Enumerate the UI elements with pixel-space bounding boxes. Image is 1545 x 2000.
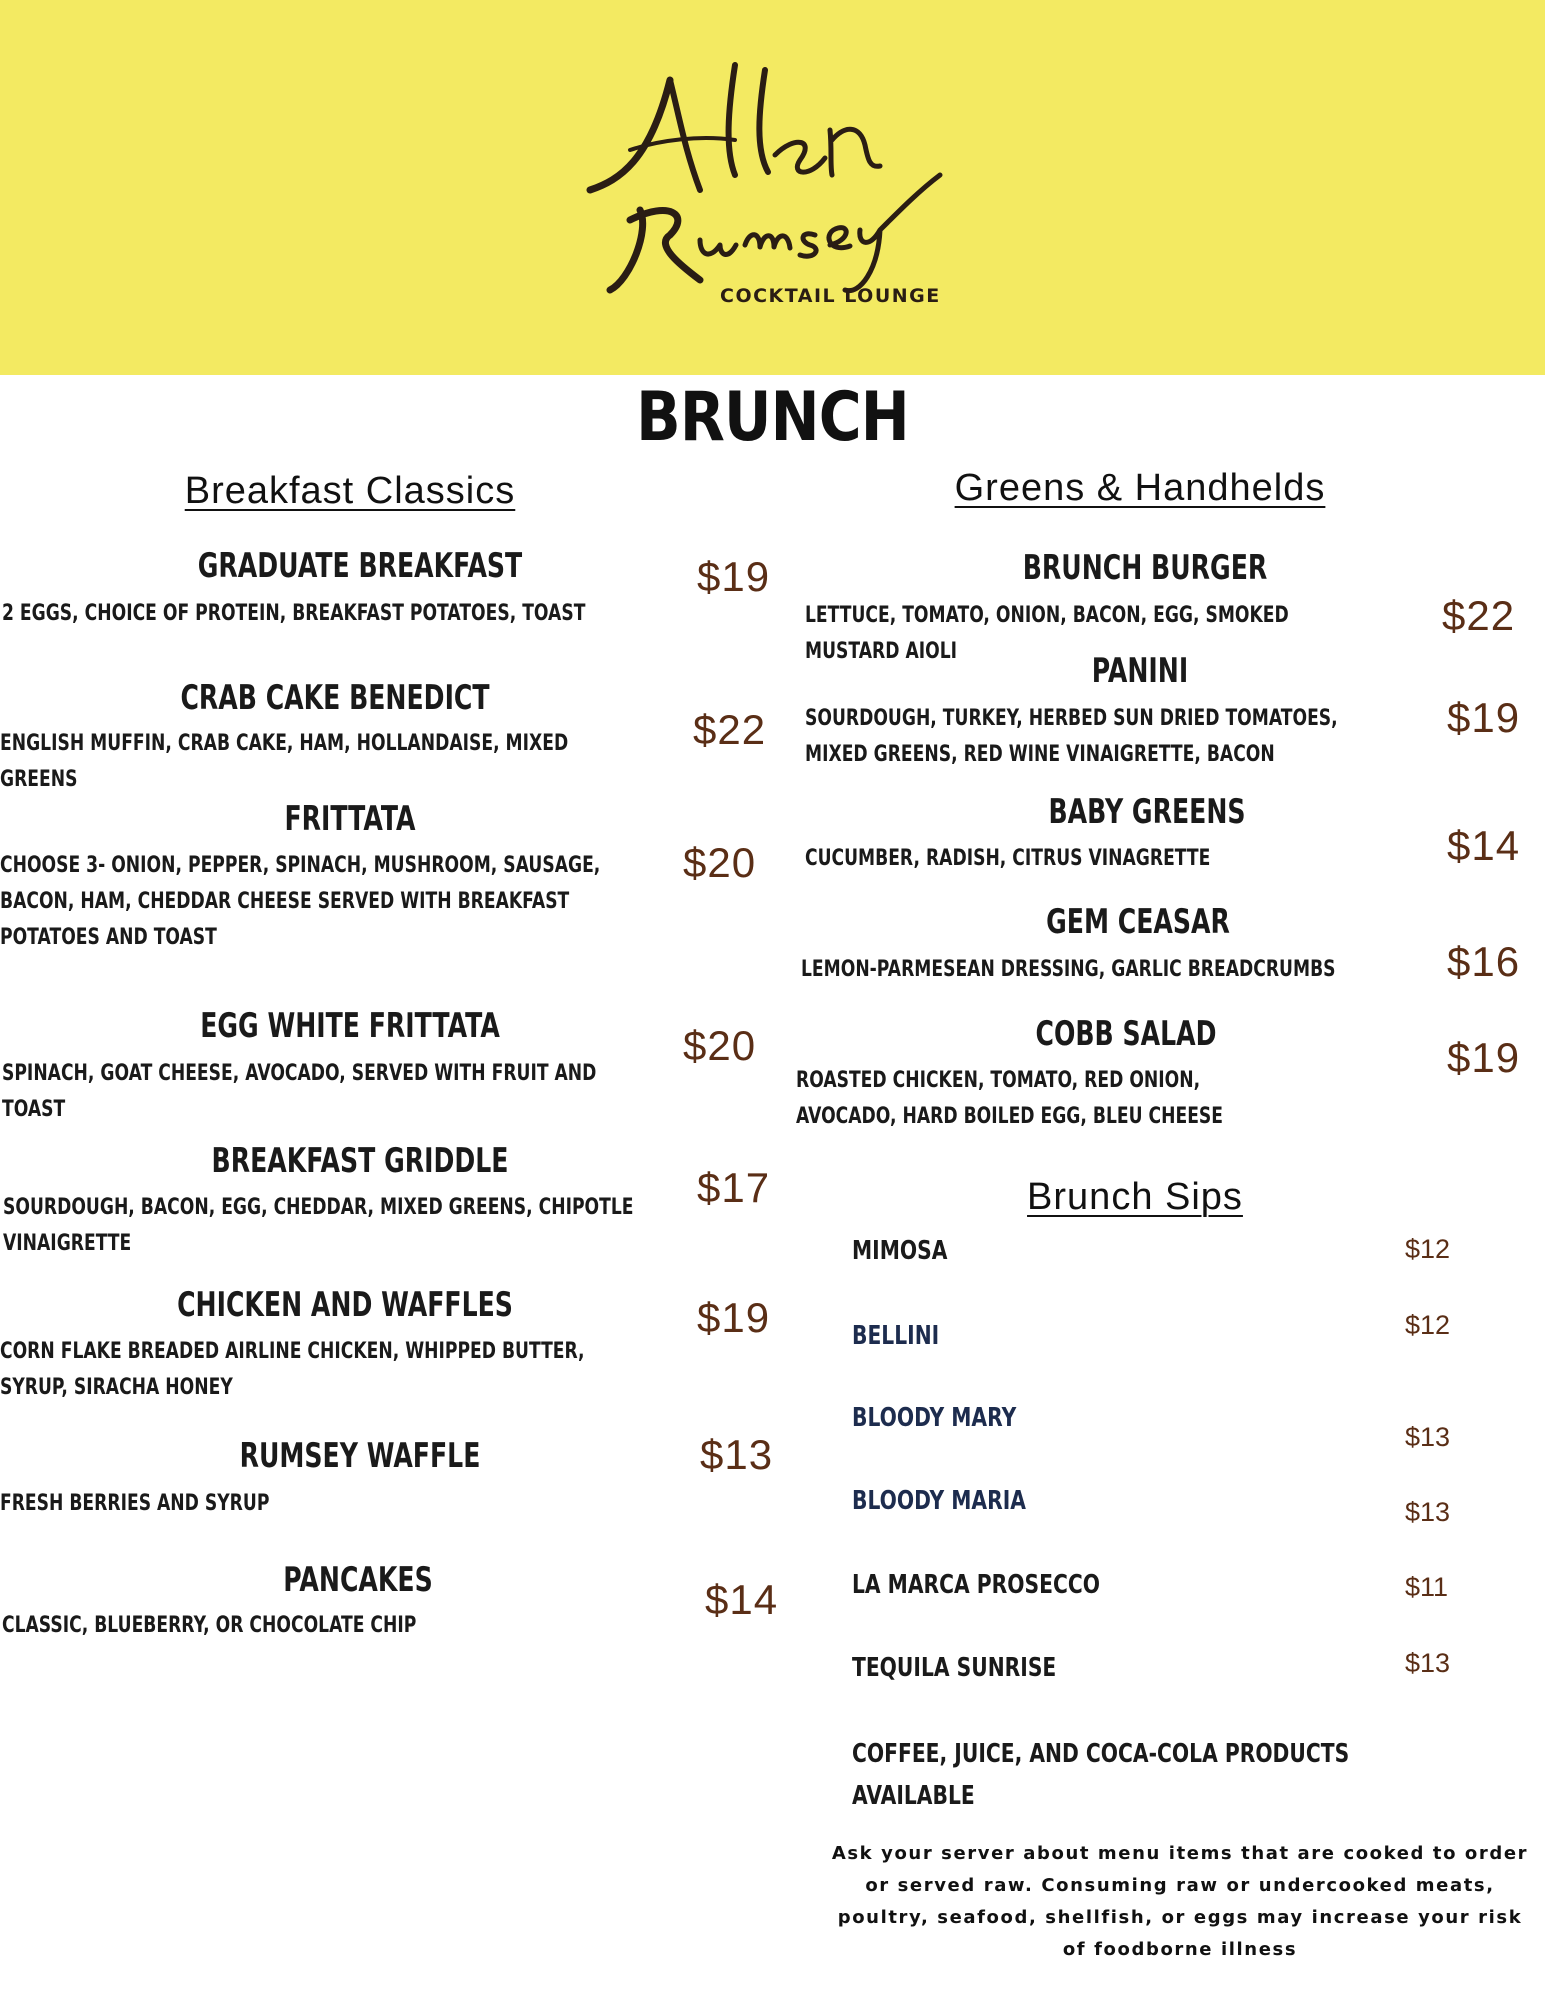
menu-item-price: $14 bbox=[705, 1576, 779, 1623]
menu-item-desc: CLASSIC, BLUEBERRY, OR CHOCOLATE CHIP bbox=[2, 1613, 417, 1638]
menu-item-price: $20 bbox=[683, 1022, 757, 1069]
menu-item-name: GRADUATE BREAKFAST bbox=[197, 546, 523, 586]
allen-rumsey-logo bbox=[560, 40, 980, 340]
sip-name: LA MARCA PROSECCO bbox=[852, 1570, 1101, 1600]
sip-price: $11 bbox=[1405, 1572, 1449, 1602]
menu-item-name: FRITTATA bbox=[284, 799, 416, 839]
menu-item-name: GEM CEASAR bbox=[1046, 902, 1230, 942]
menu-item-desc: SOURDOUGH, TURKEY, HERBED SUN DRIED TOMATOES, MIXED GREENS, RED WINE VINAIGRETTE, BACON bbox=[805, 706, 1338, 767]
menu-item-name: PANCAKES bbox=[283, 1560, 433, 1600]
menu-item-desc: ROASTED CHICKEN, TOMATO, RED ONION, AVOCADO, HARD BOILED EGG, BLEU CHEESE bbox=[796, 1068, 1224, 1129]
menu-item-desc: ENGLISH MUFFIN, CRAB CAKE, HAM, HOLLANDAISE, MIXED GREENS bbox=[0, 731, 569, 792]
menu-item-price: $17 bbox=[697, 1164, 771, 1211]
menu-item-desc: 2 EGGS, CHOICE OF PROTEIN, BREAKFAST POTATOES, TOAST bbox=[2, 601, 586, 626]
menu-item-name: BABY GREENS bbox=[1048, 792, 1246, 832]
sip-price: $13 bbox=[1405, 1422, 1451, 1452]
menu-item-desc: SOURDOUGH, BACON, EGG, CHEDDAR, MIXED GREENS, CHIPOTLE VINAIGRETTE bbox=[3, 1195, 634, 1256]
sip-price: $12 bbox=[1405, 1310, 1451, 1340]
sip-name: BLOODY MARIA bbox=[852, 1486, 1026, 1516]
menu-item-price: $19 bbox=[697, 1294, 771, 1341]
menu-item-price: $16 bbox=[1447, 938, 1521, 985]
menu-item-name: BREAKFAST GRIDDLE bbox=[211, 1141, 509, 1181]
menu-item-name: RUMSEY WAFFLE bbox=[239, 1436, 481, 1476]
menu-item-desc: CUCUMBER, RADISH, CITRUS VINAGRETTE bbox=[805, 846, 1211, 871]
menu-item-price: $19 bbox=[1447, 694, 1521, 741]
menu-item-name: CHICKEN AND WAFFLES bbox=[177, 1285, 513, 1325]
sip-name: BLOODY MARY bbox=[852, 1403, 1017, 1433]
menu-item-desc: CHOOSE 3- ONION, PEPPER, SPINACH, MUSHROOM, SAUSAGE, BACON, HAM, CHEDDAR CHEESE SERVED WITH BREAKFAST POTATOES AND TOAST bbox=[0, 853, 601, 950]
sip-name: MIMOSA bbox=[852, 1236, 948, 1266]
sip-name: BELLINI bbox=[852, 1321, 940, 1351]
menu-item-price: $20 bbox=[683, 839, 757, 886]
page-title: BRUNCH bbox=[636, 378, 909, 457]
menu-item-name: COBB SALAD bbox=[1035, 1014, 1217, 1054]
menu-item-desc: CORN FLAKE BREADED AIRLINE CHICKEN, WHIPPED BUTTER, SYRUP, SIRACHA HONEY bbox=[0, 1339, 585, 1400]
menu-item-desc: LETTUCE, TOMATO, ONION, BACON, EGG, SMOKED MUSTARD AIOLI bbox=[805, 603, 1289, 664]
menu-item-price: $19 bbox=[697, 553, 771, 600]
menu-item-price: $19 bbox=[1447, 1034, 1521, 1081]
coffee-juice-note: COFFEE, JUICE, AND COCA-COLA PRODUCTS AVAILABLE bbox=[852, 1739, 1350, 1811]
logo-tagline: COCKTAIL LOUNGE bbox=[720, 285, 941, 307]
sip-name: TEQUILA SUNRISE bbox=[852, 1653, 1057, 1683]
menu-item-price: $13 bbox=[700, 1431, 774, 1478]
menu-item-price: $22 bbox=[693, 706, 767, 753]
section-title-greens-handhelds: Greens & Handhelds bbox=[954, 467, 1326, 509]
header-banner bbox=[0, 0, 1545, 375]
sip-price: $12 bbox=[1405, 1234, 1451, 1264]
menu-item-name: CRAB CAKE BENEDICT bbox=[180, 678, 490, 718]
menu-item-desc: FRESH BERRIES AND SYRUP bbox=[0, 1491, 270, 1516]
menu-item-desc: LEMON-PARMESEAN DRESSING, GARLIC BREADCRUMBS bbox=[801, 957, 1336, 982]
section-title-breakfast-classics: Breakfast Classics bbox=[184, 470, 516, 512]
menu-item-name: BRUNCH BURGER bbox=[1022, 548, 1268, 588]
section-title-brunch-sips: Brunch Sips bbox=[1027, 1176, 1243, 1218]
menu-item-desc: SPINACH, GOAT CHEESE, AVOCADO, SERVED WITH FRUIT AND TOAST bbox=[2, 1061, 597, 1122]
foodborne-illness-disclaimer: Ask your server about menu items that are cooked to order or served raw. Consuming raw or undercooked meats, poultry, seafood, shellfish, or eggs may increase your risk of foodborne illness bbox=[831, 1843, 1529, 1960]
menu-item-name: EGG WHITE FRITTATA bbox=[200, 1006, 500, 1046]
sip-price: $13 bbox=[1405, 1497, 1451, 1527]
sip-price: $13 bbox=[1405, 1648, 1451, 1678]
menu-item-price: $14 bbox=[1447, 822, 1521, 869]
menu-item-name: PANINI bbox=[1091, 651, 1189, 691]
menu-item-price: $22 bbox=[1442, 592, 1516, 639]
